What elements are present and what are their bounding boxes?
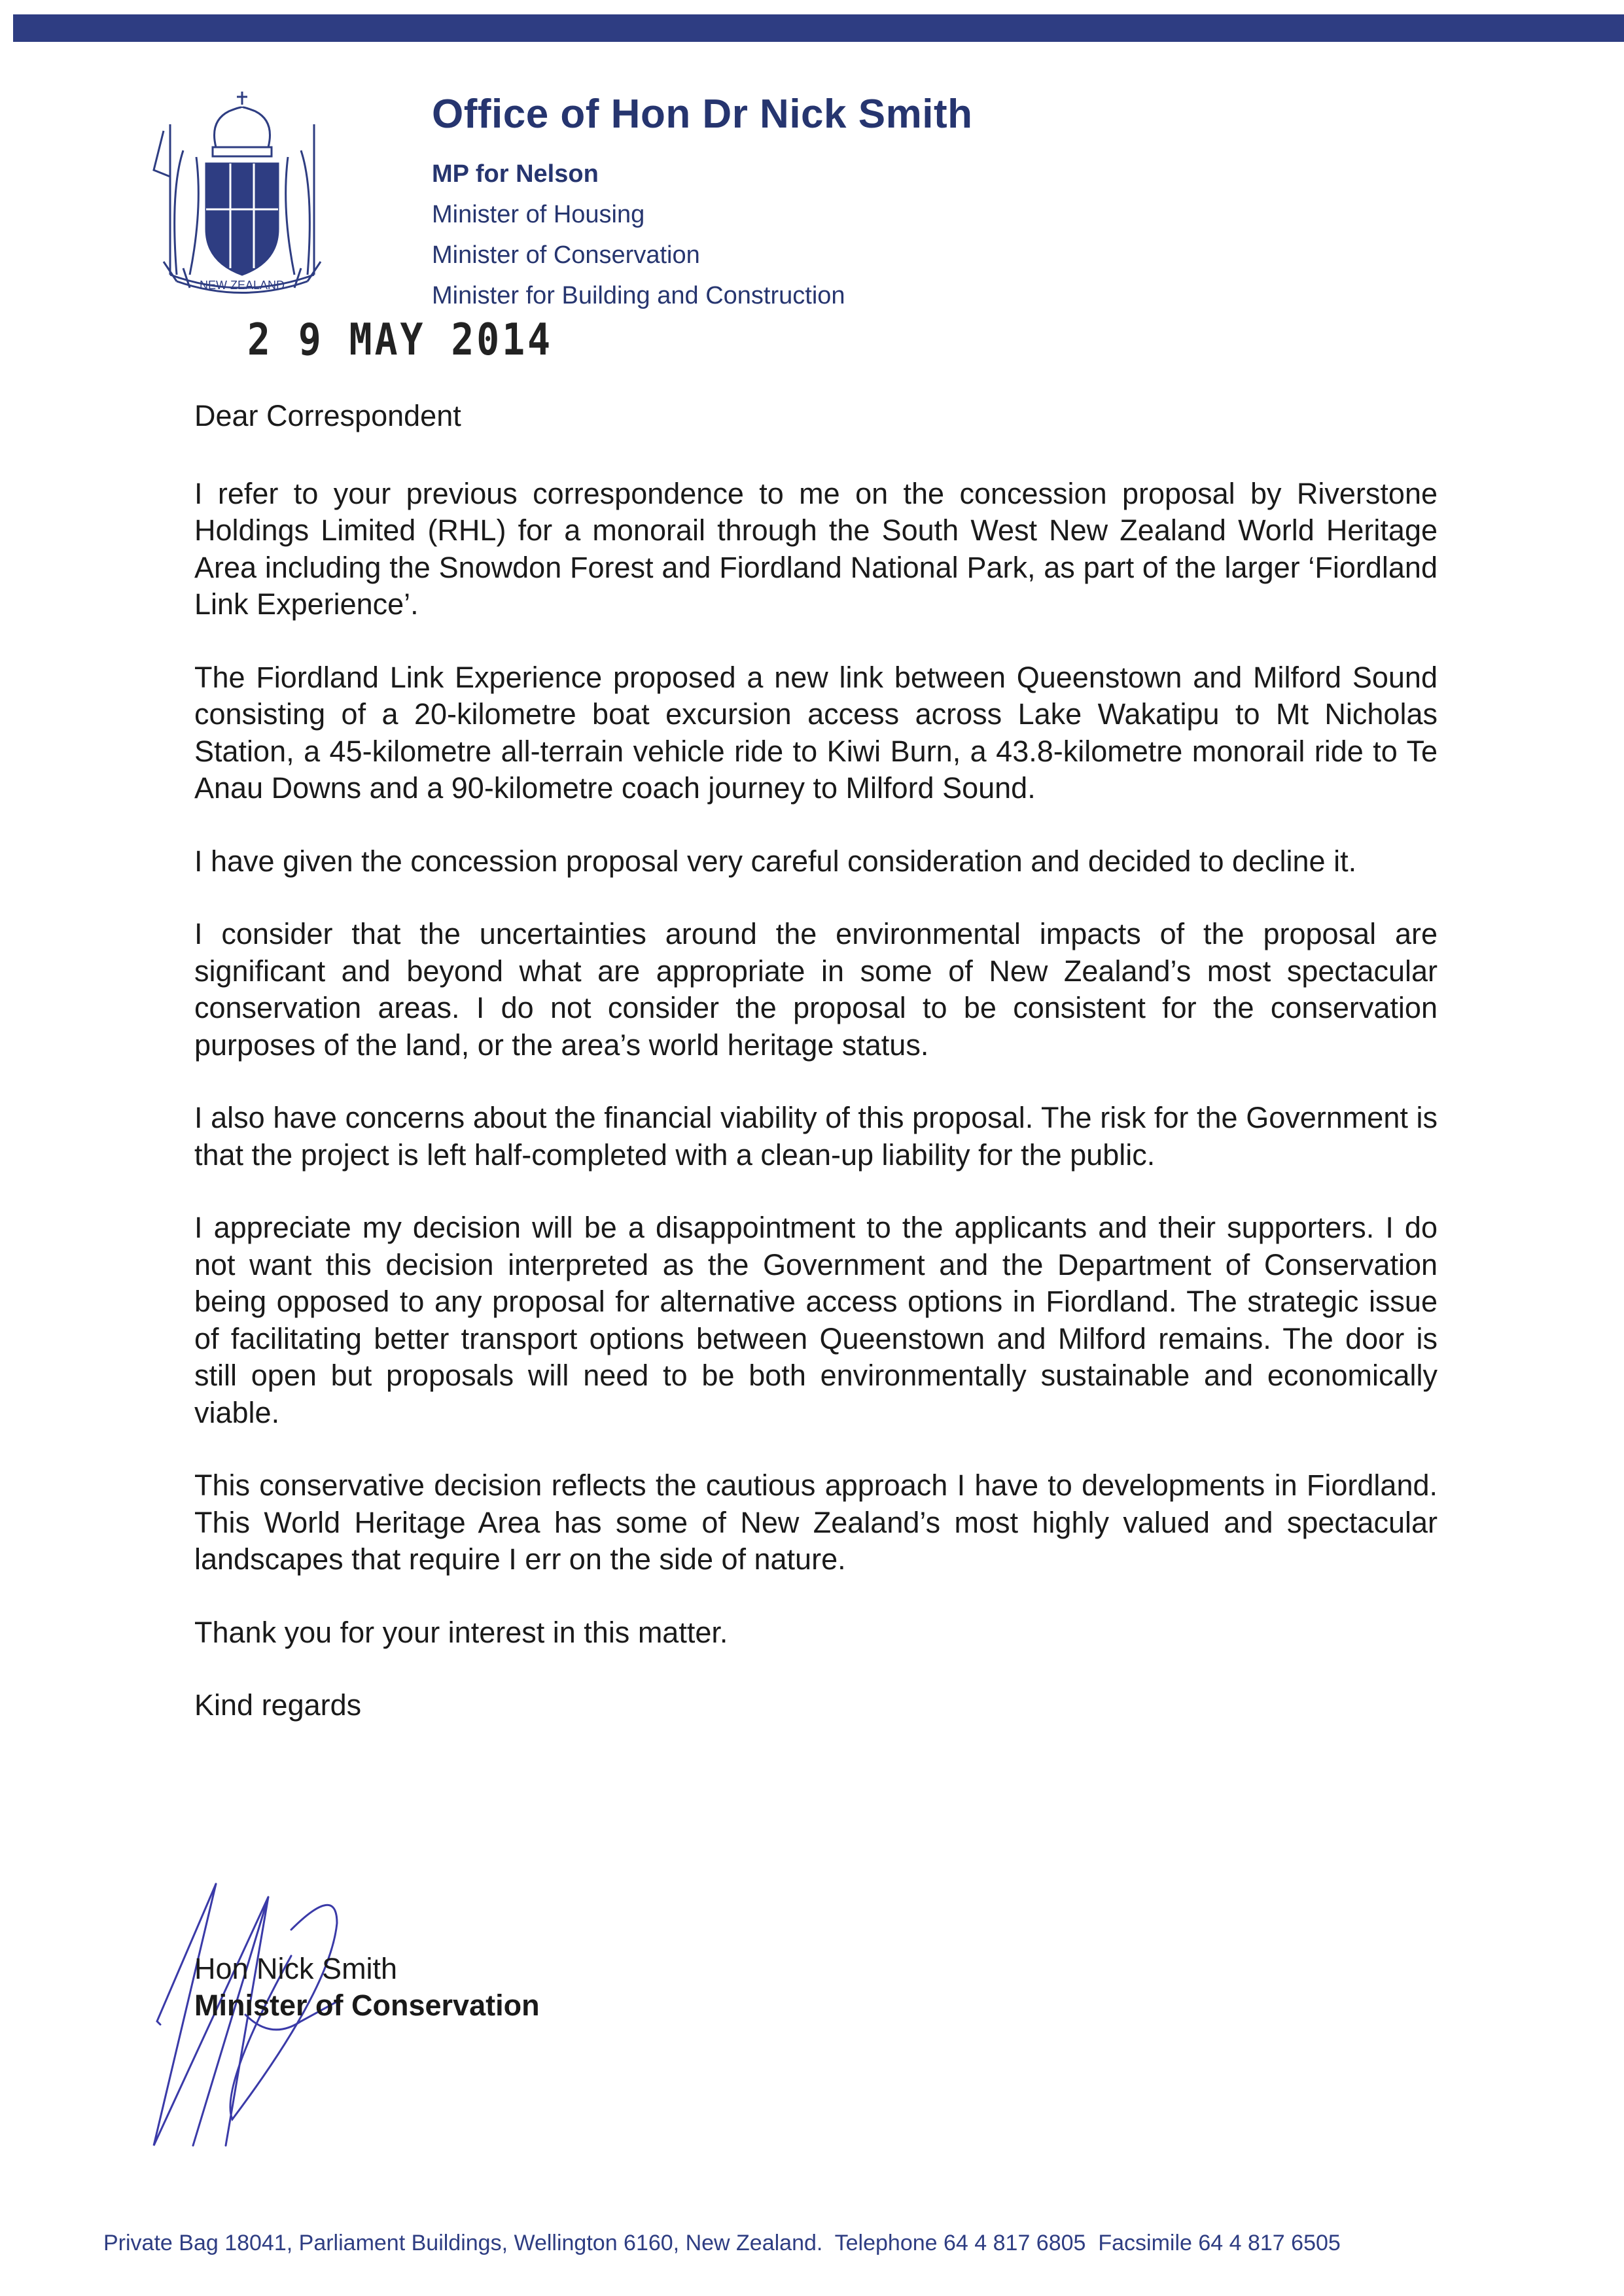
role-housing: Minister of Housing [432, 201, 645, 228]
paragraph-thanks: Thank you for your interest in this matter. [194, 1615, 728, 1649]
signoff [194, 1951, 540, 2024]
letterhead-top-bar [13, 14, 1624, 42]
nz-coat-of-arms-icon [144, 85, 340, 301]
date-stamp: 2 9 MAY 2014 [247, 314, 554, 366]
role-building: Minister for Building and Construction [432, 282, 845, 309]
footer-facsimile: Facsimile 64 4 817 6505 [1098, 2231, 1341, 2255]
office-title: Office of Hon Dr Nick Smith [432, 92, 973, 137]
role-electorate: MP for Nelson [432, 160, 599, 188]
letterhead [432, 88, 972, 316]
paragraph-environmental-concerns: I consider that the uncertainties around the environmental impacts of the proposal are significant and beyond what are appropriate in some of New Zealand’s most spectacular conservation areas. I do not consider the proposal to be consistent for the conservation purposes of the land, or the area’s world heritage status. [194, 917, 1438, 1062]
paragraph-financial-concerns: I also have concerns about the financial viability of this proposal. The risk for the Government is that the project is left half-completed with a clean-up liability for the public. [194, 1101, 1438, 1172]
paragraph-future-proposals: I appreciate my decision will be a disappointment to the applicants and their supporters. I do not want this decision interpreted as the Government and the Department of Conservation being opposed to any proposal for alternative access options in Fiordland. The strategic issue of facilitating better transport options between Queenstown and Milford remains. The door is still open but proposals will need to be both environmentally sustainable and economically viable. [194, 1211, 1438, 1429]
paragraph-proposal-description: The Fiordland Link Experience proposed a new link between Queenstown and Milford Sound consisting of a 20-kilometre boat excursion access across Lake Wakatipu to Mt Nicholas Station, a 45-kilometre all-terrain vehicle ride to Kiwi Burn, a 43.8-kilometre monorail ride to Te Anau Downs and a 90-kilometre coach journey to Milford Sound. [194, 660, 1438, 805]
crest-label: NEW ZEALAND [199, 279, 285, 292]
footer-contact [103, 2231, 1341, 2256]
paragraph-conclusion: This conservative decision reflects the cautious approach I have to developments in Fiordland. This World Heritage Area has some of New Zealand’s most highly valued and spectacular landscapes that require I err on the side of nature. [194, 1469, 1438, 1576]
letter-body [194, 398, 1438, 1760]
signatory-title: Minister of Conservation [194, 1989, 540, 2022]
footer-telephone: Telephone 64 4 817 6805 [834, 2231, 1086, 2255]
paragraph-intro: I refer to your previous correspondence to me on the concession proposal by Riverstone Holdings Limited (RHL) for a monorail through the South West New Zealand World Heritage Area including the Snowdon Forest and Fiordland National Park, as part of the larger ‘Fiordland Link Experience’. [194, 476, 1438, 621]
signatory-name: Hon Nick Smith [194, 1952, 398, 1985]
salutation: Dear Correspondent [194, 399, 461, 432]
paragraph-decision: I have given the concession proposal very careful consideration and decided to decline it. [194, 844, 1357, 878]
closing: Kind regards [194, 1688, 362, 1722]
footer-address: Private Bag 18041, Parliament Buildings, Wellington 6160, New Zealand. [103, 2231, 823, 2255]
role-conservation: Minister of Conservation [432, 241, 700, 269]
